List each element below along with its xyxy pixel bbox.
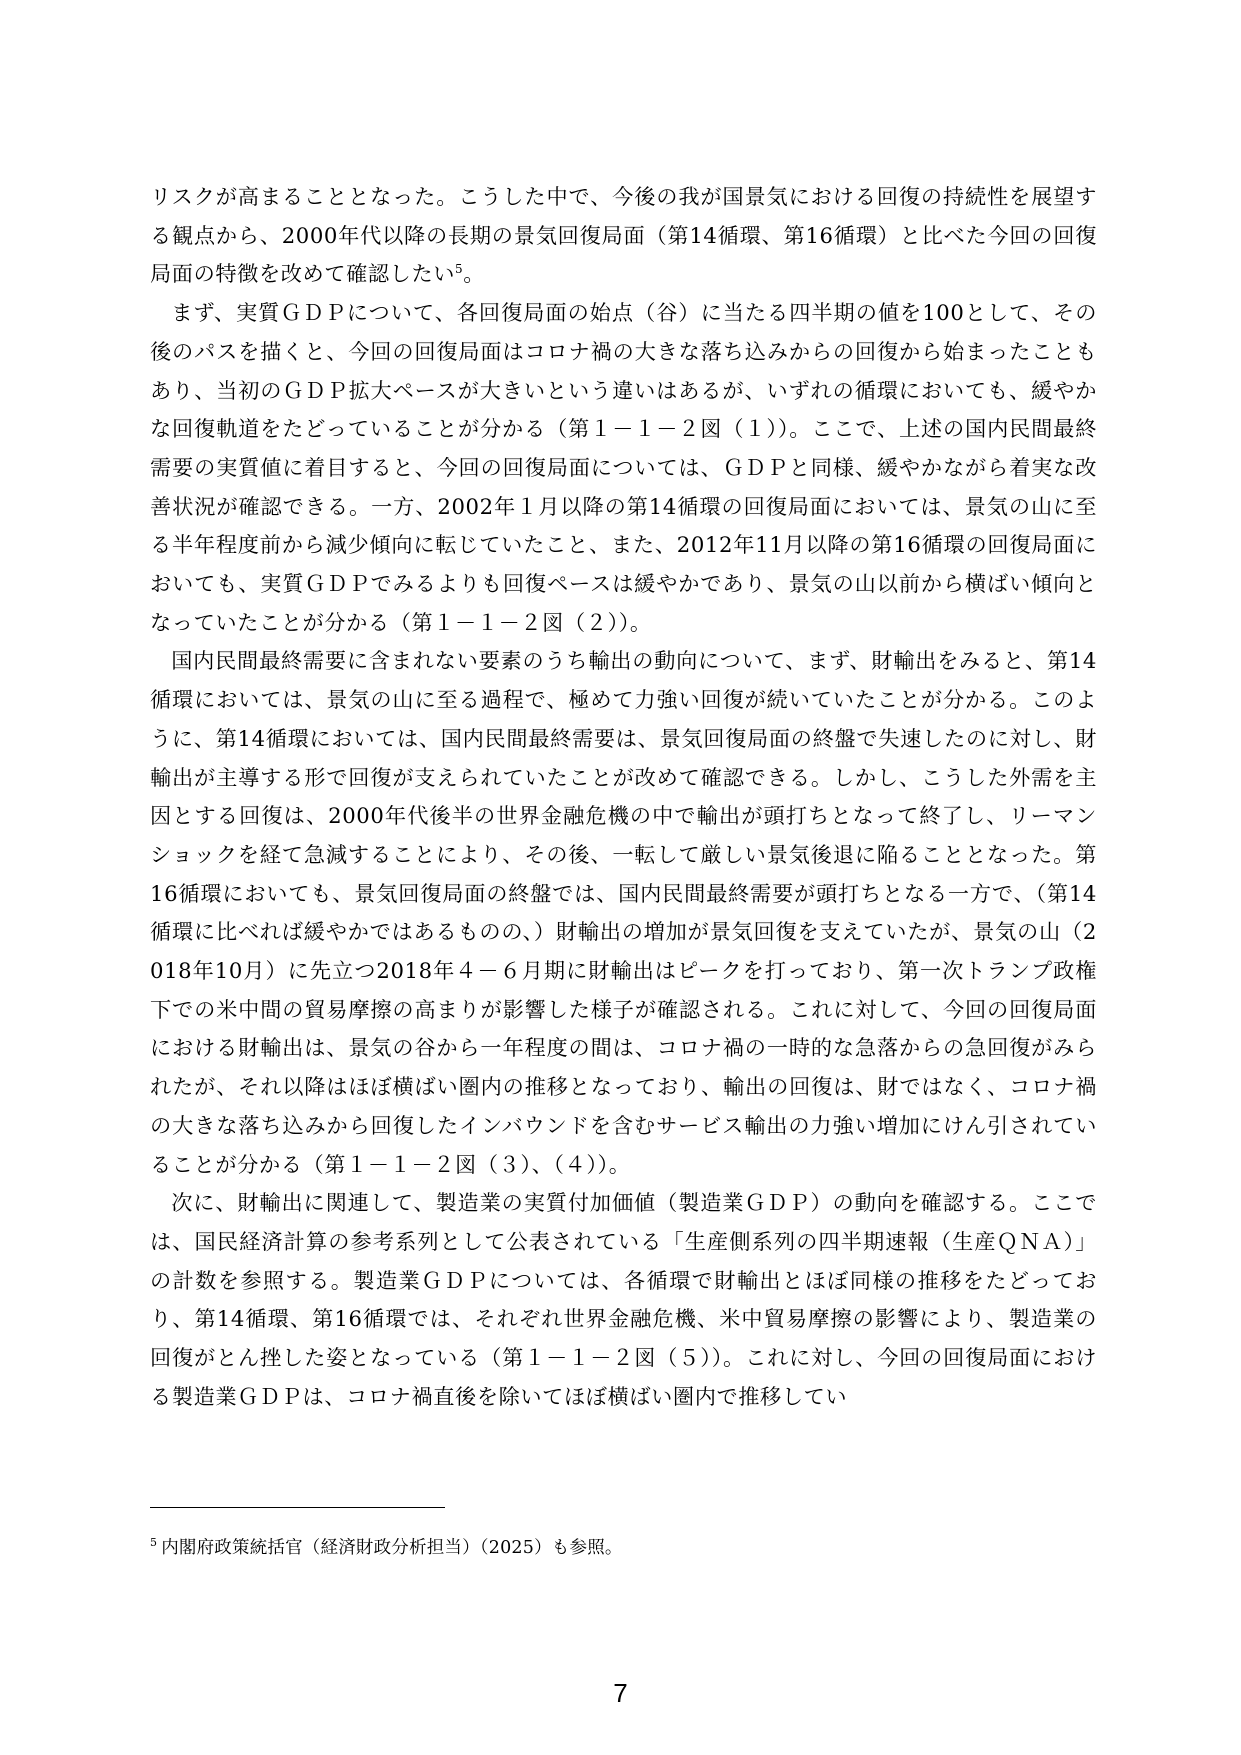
paragraph-2: まず、実質ＧＤＰについて、各回復局面の始点（谷）に当たる四半期の値を100として、その後のパスを描くと、今回の回復局面はコロナ禍の大きな落ち込みからの回復から始まったこともあり、当初のＧＤＰ拡大ペースが大きいという違いはあるが、いずれの循環においても、緩やかな回復軌道をたどっていることが分かる（第１－１－２図（１））。ここで、上述の国内民間最終需要の実質値に着目すると、今回の回復局面については、ＧＤＰと同様、緩やかながら着実な改善状況が確認できる。一方、2002年１月以降の第14循環の回復局面においては、景気の山に至る半年程度前から減少傾向に転じていたこと、また、2012年11月以降の第16循環の回復局面においても、実質ＧＤＰでみるよりも回復ペースは緩やかであり、景気の山以前から横ばい傾向となっていたことが分かる（第１－１－２図（２））。	[150, 300, 1097, 635]
paragraph-1	[150, 178, 1097, 294]
paragraph-1-tail: 。	[463, 261, 486, 287]
body-text	[150, 178, 1097, 1417]
paragraph-3: 国内民間最終需要に含まれない要素のうち輸出の動向について、まず、財輸出をみると、第14循環においては、景気の山に至る過程で、極めて力強い回復が続いていたことが分かる。このように、第14循環においては、国内民間最終需要は、景気回復局面の終盤で失速したのに対し、財輸出が主導する形で回復が支えられていたことが改めて確認できる。しかし、こうした外需を主因とする回復は、2000年代後半の世界金融危機の中で輸出が頭打ちとなって終了し、リーマンショックを経て急減することにより、その後、一転して厳しい景気後退に陥ることとなった。第16循環においても、景気回復局面の終盤では、国内民間最終需要が頭打ちとなる一方で、（第14循環に比べれば緩やかではあるものの、）財輸出の増加が景気回復を支えていたが、景気の山（2018年10月）に先立つ2018年４－６月期に財輸出はピークを打っており、第一次トランプ政権下での米中間の貿易摩擦の高まりが影響した様子が確認される。これに対して、今回の回復局面における財輸出は、景気の谷から一年程度の間は、コロナ禍の一時的な急落からの急回復がみられたが、それ以降はほぼ横ばい圏内の推移となっており、輸出の回復は、財ではなく、コロナ禍の大きな落ち込みから回復したインバウンドを含むサービス輸出の力強い増加にけん引されていることが分かる（第１－１－２図（３）、（４））。	[150, 648, 1097, 1177]
paragraph-4: 次に、財輸出に関連して、製造業の実質付加価値（製造業ＧＤＰ）の動向を確認する。ここでは、国民経済計算の参考系列として公表されている「生産側系列の四半期速報（生産ＱＮＡ）」の計数を参照する。製造業ＧＤＰについては、各循環で財輸出とほぼ同様の推移をたどっており、第14循環、第16循環では、それぞれ世界金融危機、米中貿易摩擦の影響により、製造業の回復がとん挫した姿となっている（第１－１－２図（５））。これに対し、今回の回復局面における製造業ＧＤＰは、コロナ禍直後を除いてほぼ横ばい圏内で推移してい	[150, 1190, 1097, 1409]
footnote-number: 5	[150, 1536, 158, 1550]
footnote-text: 内閣府政策統括官（経済財政分析担当）（2025）も参照。	[161, 1538, 623, 1558]
footnote-reference[interactable]: 5	[455, 262, 464, 277]
footnote-divider	[150, 1507, 445, 1508]
paragraph-1-text: リスクが高まることとなった。こうした中で、今後の我が国景気における回復の持続性を展望する観点から、2000年代以降の長期の景気回復局面（第14循環、第16循環）と比べた今回の回復局面の特徴を改めて確認したい	[150, 184, 1097, 287]
page-number: 7	[613, 1678, 628, 1708]
footnote	[150, 1536, 1090, 1560]
